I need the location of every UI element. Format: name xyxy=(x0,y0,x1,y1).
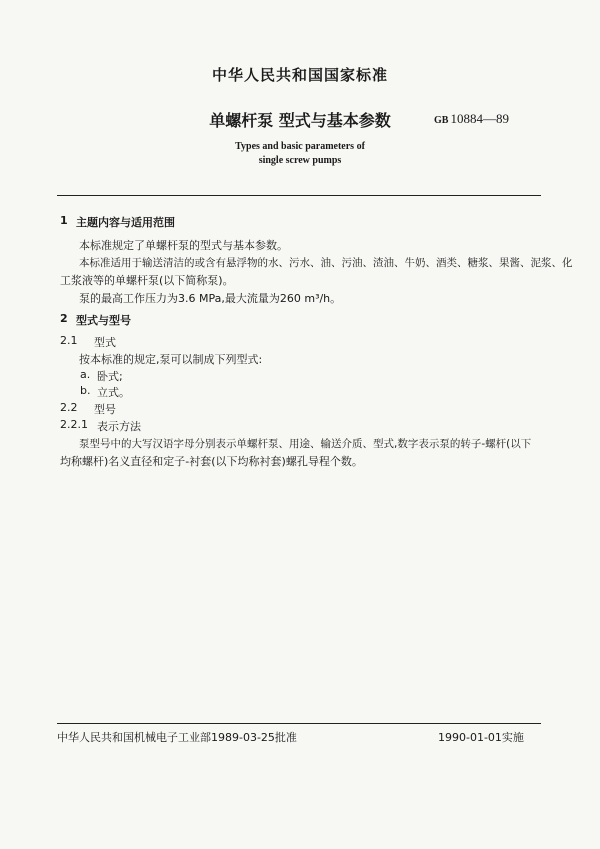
standard-code-prefix: GB xyxy=(434,115,449,126)
section-2-number: 2 xyxy=(60,312,68,325)
section-1-paragraph-3: 泵的最高工作压力为3.6 MPa,最大流量为260 m³/h。 xyxy=(79,292,342,305)
section-1-number: 1 xyxy=(60,214,68,227)
effective-date: 1990-01-01实施 xyxy=(438,731,524,744)
section-1-paragraph-2-line-1: 本标准适用于输送清洁的或含有悬浮物的水、污水、油、污油、渣油、牛奶、酒类、糖浆、果酱、泥浆、化 xyxy=(79,257,573,269)
english-title-line-1: Types and basic parameters of xyxy=(235,141,365,152)
national-standard-title: 中华人民共和国国家标准 xyxy=(211,66,388,84)
footer-divider xyxy=(57,723,541,724)
section-1-paragraph-1: 本标准规定了单螺杆泵的型式与基本参数。 xyxy=(79,239,288,252)
section-1-paragraph-2-line-2: 工浆液等的单螺杆泵(以下简称泵)。 xyxy=(60,274,234,287)
standard-code xyxy=(434,111,509,127)
english-title-line-2: single screw pumps xyxy=(258,155,342,166)
approval-statement: 中华人民共和国机械电子工业部1989-03-25批准 xyxy=(57,731,297,744)
section-2-2-heading: 型号 xyxy=(94,403,116,416)
header-divider xyxy=(57,195,541,196)
section-2-2-1-text-line-2: 均称螺杆)名义直径和定子-衬套(以下均称衬套)螺孔导程个数。 xyxy=(60,455,363,468)
section-2-2-1-heading: 表示方法 xyxy=(97,420,141,433)
list-item-b-text: 立式。 xyxy=(97,386,130,399)
section-2-2-number: 2.2 xyxy=(60,401,78,414)
list-item-a-text: 卧式; xyxy=(97,370,123,383)
document-title: 单螺杆泵 型式与基本参数 xyxy=(209,111,391,130)
section-2-heading: 型式与型号 xyxy=(76,314,131,327)
section-2-1-text: 按本标准的规定,泵可以制成下列型式: xyxy=(79,353,263,366)
section-2-1-number: 2.1 xyxy=(60,334,78,347)
section-2-2-1-text-line-1: 泵型号中的大写汉语字母分别表示单螺杆泵、用途、输送介质、型式,数字表示泵的转子-螺杆(以下 xyxy=(79,438,532,450)
section-1-heading: 主题内容与适用范围 xyxy=(76,216,175,229)
standard-code-number: 10884—89 xyxy=(450,111,509,126)
section-2-1-heading: 型式 xyxy=(94,336,116,349)
list-item-b-label: b. xyxy=(80,384,91,397)
section-2-2-1-number: 2.2.1 xyxy=(60,418,88,431)
list-item-a-label: a. xyxy=(80,368,91,381)
